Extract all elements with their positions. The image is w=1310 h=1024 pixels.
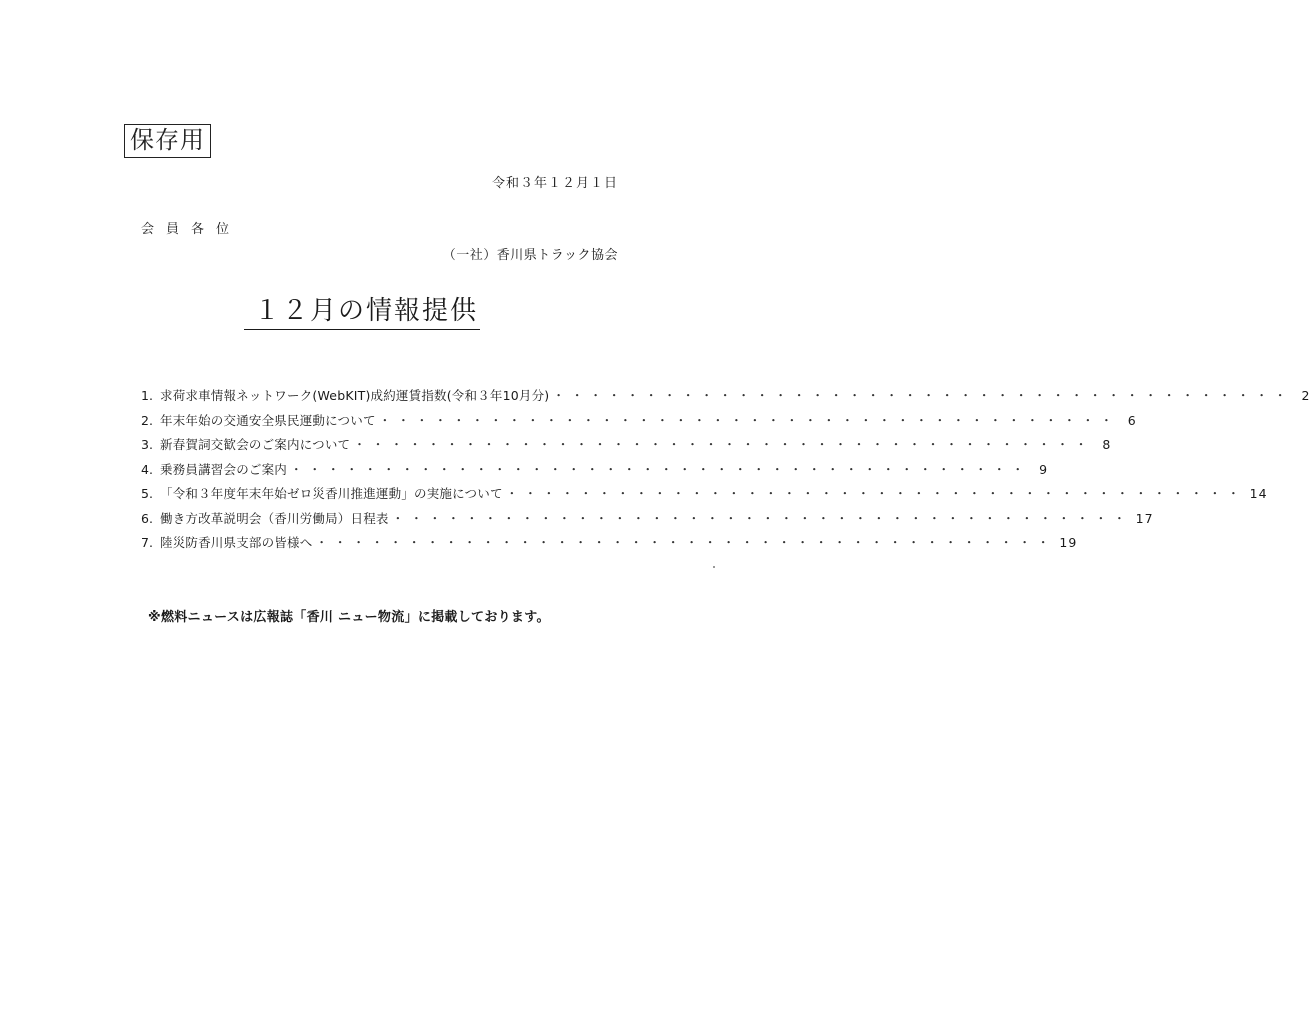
toc-item-title: 求荷求車情報ネットワーク(WebKIT)成約運賃指数(令和３年10月分): [160, 388, 550, 403]
toc-item-page: 19: [1059, 535, 1078, 550]
toc-item[interactable]: [141, 411, 1137, 436]
toc-item-title: 年末年始の交通安全県民運動について: [160, 412, 376, 428]
toc-item-page: 9: [1039, 461, 1049, 477]
page-title-wrap: [0, 294, 724, 330]
toc-item[interactable]: [141, 435, 1112, 460]
toc-item-number: 5.: [141, 486, 153, 501]
toc-item-page: 14: [1249, 486, 1268, 501]
toc-item[interactable]: [141, 533, 1078, 558]
toc-item-title: 陸災防香川県支部の皆様へ: [160, 535, 313, 550]
fuel-news-note: ※燃料ニュースは広報誌「香川 ニュー物流」に掲載しております。: [148, 610, 550, 625]
toc-item-title: 「令和３年度年末年始ゼロ災香川推進運動」の実施について: [160, 486, 503, 501]
toc-dot-leader: ・・・・・・・・・・・・・・・・・・・・・・・・・・・・・・・・・・・・・・・・: [505, 486, 1246, 501]
toc-item-page: 8: [1102, 437, 1112, 452]
toc-dot-leader: ・・・・・・・・・・・・・・・・・・・・・・・・・・・・・・・・・・・・・・・・: [315, 535, 1056, 550]
toc-item-title: 新春賀詞交歓会のご案内について: [160, 437, 351, 452]
scan-speck: [713, 566, 715, 568]
toc-item-number: 3.: [141, 437, 153, 452]
table-of-contents: [141, 386, 1310, 558]
toc-item-page: 17: [1135, 510, 1154, 526]
toc-item-number: 7.: [141, 535, 153, 550]
toc-dot-leader: ・・・・・・・・・・・・・・・・・・・・・・・・・・・・・・・・・・・・・・・・: [391, 510, 1132, 526]
toc-item-page: 6: [1127, 412, 1137, 428]
toc-item-number: 6.: [141, 510, 153, 526]
archive-stamp: 保存用: [124, 124, 211, 158]
toc-item-title: 乗務員講習会のご案内: [160, 461, 288, 477]
toc-item-number: 4.: [141, 461, 153, 477]
toc-dot-leader: ・・・・・・・・・・・・・・・・・・・・・・・・・・・・・・・・・・・・・・・・: [552, 388, 1293, 403]
toc-item-page: 2: [1301, 388, 1310, 403]
toc-item[interactable]: [141, 509, 1154, 534]
toc-item-title: 働き方改革説明会（香川労働局）日程表: [160, 510, 389, 526]
page-title: １２月の情報提供: [244, 294, 480, 330]
toc-item-number: 1.: [141, 388, 153, 403]
document-date: 令和３年１２月１日: [491, 176, 618, 191]
toc-dot-leader: ・・・・・・・・・・・・・・・・・・・・・・・・・・・・・・・・・・・・・・・・: [353, 437, 1094, 452]
toc-dot-leader: ・・・・・・・・・・・・・・・・・・・・・・・・・・・・・・・・・・・・・・・・: [290, 461, 1031, 477]
toc-item[interactable]: [141, 460, 1049, 485]
toc-item-number: 2.: [141, 412, 153, 428]
toc-dot-leader: ・・・・・・・・・・・・・・・・・・・・・・・・・・・・・・・・・・・・・・・・: [378, 412, 1119, 428]
toc-item[interactable]: [141, 484, 1268, 509]
sender: （一社）香川県トラック協会: [442, 248, 618, 263]
addressee: 会員各位: [141, 222, 242, 237]
toc-item[interactable]: [141, 386, 1310, 411]
